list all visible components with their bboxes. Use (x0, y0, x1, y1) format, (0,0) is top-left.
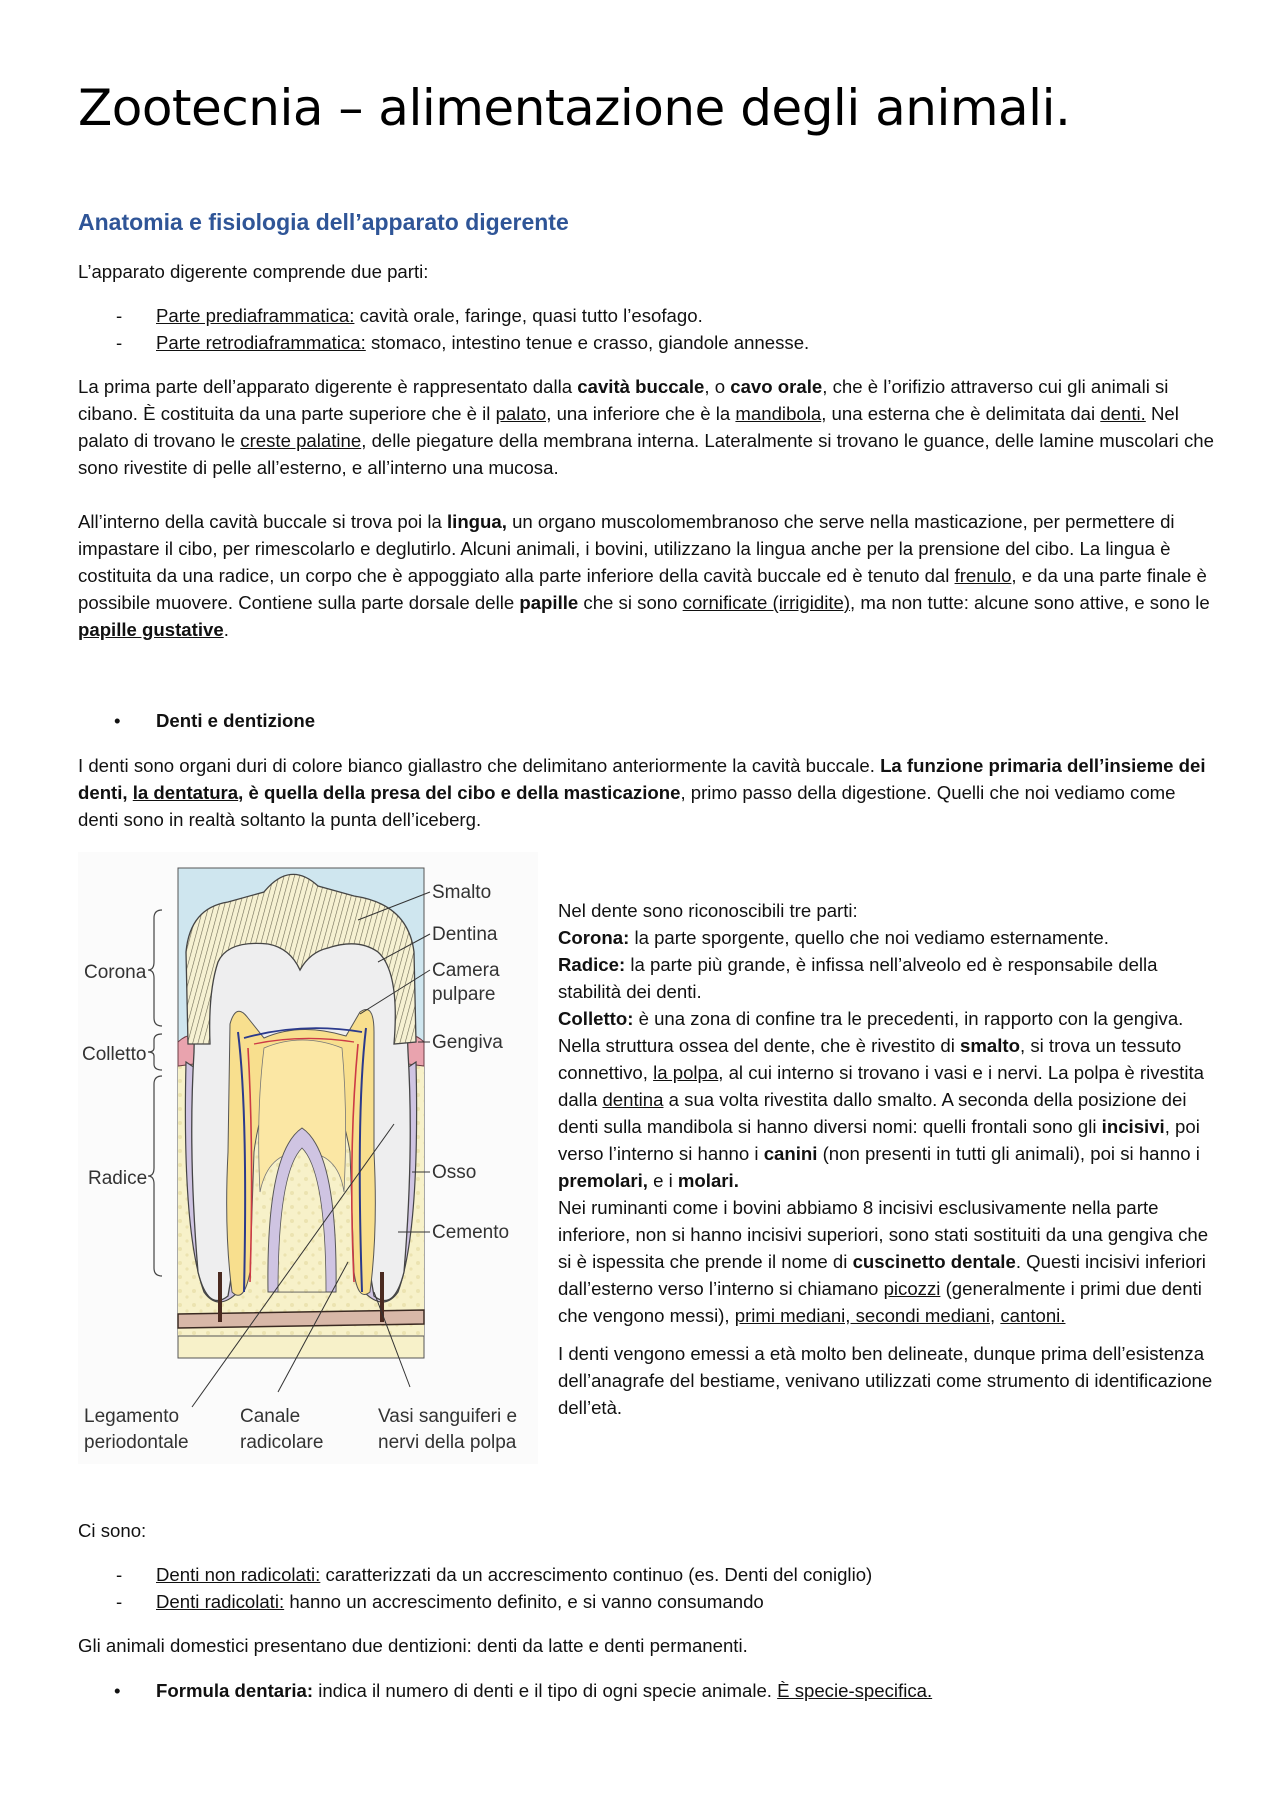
text-run: . (223, 619, 229, 640)
text-run: Nella struttura ossea del dente, che è rivestito di (558, 1035, 961, 1056)
text-run: (non presenti in tutti gli animali), poi si hanno i (817, 1143, 1200, 1164)
text-run: I denti sono organi duri di colore bianco giallastro che delimitano anteriormente la cavità buccale. (78, 755, 881, 776)
bold-term: canini (763, 1143, 818, 1164)
tooth-diagram-icon (78, 852, 538, 1464)
bold-term: Radice: (558, 954, 626, 975)
bold-term: , è quella della presa del cibo e della masticazione (238, 782, 681, 803)
text-run: All’interno della cavità buccale si trova poi la (78, 511, 447, 532)
label-vasi: Vasi sanguiferi e (378, 1406, 518, 1427)
underlined-term: la polpa (653, 1062, 719, 1083)
text-run: indica il numero di denti e il tipo di ogni specie animale. (313, 1680, 778, 1701)
oral-cavity-paragraph (78, 373, 1218, 481)
list-item-label: Denti non radicolati: (156, 1564, 321, 1585)
text-run: , delle piegature della membrana interna. Lateralmente si trovano le guance, delle lamine muscolari che sono rivestite di pelle all’esterno, e all’interno una mucosa. (78, 430, 1214, 478)
dentitions-paragraph: Gli animali domestici presentano due dentizioni: denti da latte e denti permanenti. (78, 1635, 748, 1656)
list-item (78, 1561, 872, 1588)
bold-term: premolari, (558, 1170, 648, 1191)
structure-paragraph (558, 1032, 1218, 1194)
text-run: la parte più grande, è infissa nell’alveolo ed è responsabile della stabilità dei denti. (558, 954, 1158, 1002)
label-periodontale: periodontale (84, 1432, 189, 1453)
underlined-term: denti. (1100, 403, 1146, 424)
colletto-definition (558, 1005, 1218, 1032)
list-item-text: caratterizzati da un accrescimento continuo (es. Denti del coniglio) (320, 1564, 873, 1585)
text-run: , una esterna che è delimitata dai (821, 403, 1101, 424)
list-item-text: hanno un accrescimento definito, e si vanno consumando (284, 1591, 764, 1612)
corona-definition (558, 924, 1218, 951)
label-gengiva: Gengiva (432, 1032, 503, 1053)
text-run: la parte sporgente, quello che noi vediamo esternamente. (629, 927, 1109, 948)
tooth-intro: Nel dente sono riconoscibili tre parti: (558, 900, 858, 921)
text-run: una inferiore che è la (551, 403, 736, 424)
bold-term: incisivi (1101, 1116, 1165, 1137)
text-run: Nei ruminanti come i bovini abbiamo 8 incisivi esclusivamente nella parte inferiore, non si hanno incisivi superiori, sono stati sostituiti da una gengiva che si è ispessita che prende il nome di (558, 1197, 1209, 1272)
underlined-term: cantoni. (1000, 1305, 1066, 1326)
text-run: , che è l’orifizio attraverso cui gli animali si cibano. È costituita da una parte superiore che è il (78, 376, 1169, 424)
text-run: , e da una parte finale è possibile muovere. Contiene sulla parte dorsale delle (78, 565, 1207, 613)
text-run: a sua volta rivestita dallo smalto. A seconda della posizione dei denti sulla mandibola si hanno diversi nomi: quelli frontali sono gli (558, 1089, 1187, 1137)
ruminants-paragraph (558, 1194, 1218, 1329)
label-radicolare: radicolare (240, 1432, 324, 1453)
dash-marker: - (116, 332, 123, 353)
teeth-types-list (78, 1561, 872, 1615)
text-run: , primo passo della digestione. Quelli che noi vediamo come denti sono in realtà soltanto la punta dell’iceberg. (78, 782, 1176, 830)
label-radice: Radice (88, 1168, 148, 1189)
list-item (78, 329, 809, 356)
underlined-term: primi mediani, secondi mediani (734, 1305, 990, 1326)
text-run: , si trova un tessuto connettivo, (558, 1035, 1182, 1083)
bold-term: Corona: (558, 927, 630, 948)
list-item (78, 707, 315, 734)
label-corona: Corona (84, 962, 147, 983)
bold-term: La funzione primaria dell’insieme dei denti, (78, 755, 1206, 803)
text-run: , al cui interno si trovano i vasi e i nervi. La polpa è rivestita dalla (558, 1062, 1204, 1110)
section-heading: Anatomia e fisiologia dell’apparato digerente (78, 209, 569, 235)
ci-sono-text: Ci sono: (78, 1520, 147, 1541)
dash-marker: - (116, 305, 123, 326)
dash-marker: - (116, 1591, 123, 1612)
underlined-term: creste palatine (240, 430, 362, 451)
underlined-term: dentina (602, 1089, 664, 1110)
intro-paragraph: L’apparato digerente comprende due parti: (78, 261, 429, 282)
bullet-marker: • (114, 710, 121, 731)
label-smalto: Smalto (432, 882, 492, 903)
teeth-section-bullet (78, 707, 315, 734)
digestive-parts-list (78, 302, 809, 356)
list-item-label: Parte retrodiaframmatica: (156, 332, 366, 353)
bold-underlined-term: la dentatura (132, 782, 239, 803)
label-legamento: Legamento (84, 1406, 180, 1427)
text-run: e i (647, 1170, 678, 1191)
list-item (78, 302, 809, 329)
underlined-term: mandibola (735, 403, 822, 424)
label-nervi: nervi della polpa (378, 1432, 517, 1453)
underlined-term: È specie-specifica. (777, 1680, 933, 1701)
document-title: Zootecnia – alimentazione degli animali. (78, 79, 1071, 137)
underlined-term: picozzi (883, 1278, 941, 1299)
tongue-paragraph (78, 508, 1218, 643)
bold-term: cuscinetto dentale (852, 1251, 1016, 1272)
text-run: La prima parte dell’apparato digerente è rappresentato dalla (78, 376, 578, 397)
list-item-text: stomaco, intestino tenue e crasso, giandole annesse. (365, 332, 810, 353)
text-run: Nel palato di trovano le (78, 403, 1179, 451)
bold-term: Formula dentaria: (156, 1680, 314, 1701)
formula-bullet (78, 1677, 932, 1704)
list-item-label: Parte prediaframmatica: (156, 305, 355, 326)
text-run: , o (704, 376, 731, 397)
text-run: che si sono (578, 592, 683, 613)
label-colletto: Colletto (82, 1044, 147, 1065)
bold-term: molari. (677, 1170, 739, 1191)
bold-term: cavità buccale (577, 376, 705, 397)
text-run: , poi verso l’interno si hanno i (558, 1116, 1200, 1164)
list-item (78, 1677, 932, 1704)
underlined-term: palato, (495, 403, 552, 424)
text-run: è una zona di confine tra le precedenti, in rapporto con la gengiva. (633, 1008, 1184, 1029)
label-camera: Camera (432, 960, 500, 981)
text-run: un organo muscolomembranoso che serve nella masticazione, per permettere di impastare il cibo, per rimescolarlo e deglutirlo. Alcuni animali, i bovini, utilizzano la lingua anche per la prensione del cibo. La lingua è costituita da una radice, un corpo che è appoggiato alla parte inferiore della cavità buccale ed è tenuto dal (78, 511, 1175, 586)
dash-marker: - (116, 1564, 123, 1585)
bold-term: Colletto: (558, 1008, 634, 1029)
bold-term: cavo orale (730, 376, 823, 397)
text-run: , ma non tutte: alcune sono attive, e sono le (850, 592, 1210, 613)
bold-term: papille (519, 592, 579, 613)
list-item-text: cavità orale, faringe, quasi tutto l’esofago. (354, 305, 703, 326)
tooth-description-column (558, 897, 1218, 1421)
text-run: (generalmente i primi due denti che vengono messi), (558, 1278, 1202, 1326)
text-run: , (990, 1305, 1001, 1326)
text-run: . Questi incisivi inferiori dall’esterno verso l’interno si chiamano (558, 1251, 1206, 1299)
subsection-heading: Denti e dentizione (156, 710, 316, 731)
teeth-paragraph (78, 752, 1218, 833)
age-paragraph: I denti vengono emessi a età molto ben delineate, dunque prima dell’esistenza dell’anagrafe del bestiame, venivano utilizzati come strumento di identificazione dell’età. (558, 1343, 1213, 1418)
label-cemento: Cemento (432, 1222, 510, 1243)
radice-definition (558, 951, 1218, 1005)
bold-underlined-term: papille gustative (78, 619, 224, 640)
list-item (78, 1588, 872, 1615)
bullet-marker: • (114, 1680, 121, 1701)
bold-term: smalto (960, 1035, 1020, 1056)
label-pulpare: pulpare (432, 984, 496, 1005)
underlined-term: cornificate (irrigidite) (682, 592, 851, 613)
label-osso: Osso (432, 1162, 477, 1183)
label-canale: Canale (240, 1406, 301, 1427)
label-dentina: Dentina (432, 924, 498, 945)
underlined-term: frenulo (954, 565, 1012, 586)
list-item-label: Denti radicolati: (156, 1591, 285, 1612)
bold-term: lingua, (446, 511, 507, 532)
tooth-anatomy-figure (78, 852, 538, 1464)
